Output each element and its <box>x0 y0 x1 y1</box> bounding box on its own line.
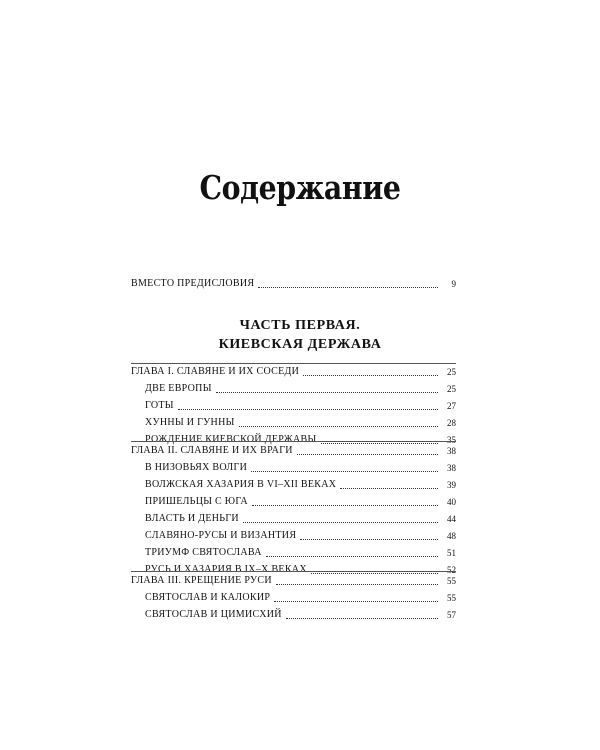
toc-chapter-2 <box>131 443 456 457</box>
dot-leader <box>274 601 438 602</box>
section-page: 27 <box>447 401 456 411</box>
chapter-divider <box>131 571 456 572</box>
dot-leader <box>297 454 438 455</box>
section-label: СВЯТОСЛАВ И КАЛОКИР <box>145 592 271 603</box>
toc-section <box>145 460 456 474</box>
section-label: ПРИШЕЛЬЦЫ С ЮГА <box>145 496 248 507</box>
toc-section <box>145 398 456 412</box>
chapter-label: ГЛАВА III. КРЕЩЕНИЕ РУСИ <box>131 575 272 586</box>
toc-section <box>145 590 456 604</box>
section-label: СВЯТОСЛАВ И ЦИМИСХИЙ <box>145 609 282 620</box>
section-page: 57 <box>447 610 456 620</box>
dot-leader <box>266 556 438 557</box>
toc-section <box>145 528 456 542</box>
section-label: ВОЛЖСКАЯ ХАЗАРИЯ В VI–XII ВЕКАХ <box>145 479 337 490</box>
toc-entry-intro <box>131 276 456 290</box>
dot-leader <box>303 375 438 376</box>
section-label: РУСЬ И ХАЗАРИЯ В IX–X ВЕКАХ <box>145 564 307 575</box>
toc-chapter-1 <box>131 364 456 378</box>
toc-section <box>145 477 456 491</box>
chapter-page: 25 <box>447 367 456 377</box>
dot-leader <box>276 584 438 585</box>
dot-leader <box>251 471 438 472</box>
section-label: ГОТЫ <box>145 400 174 411</box>
section-label: РОЖДЕНИЕ КИЕВСКОЙ ДЕРЖАВЫ <box>145 434 317 445</box>
chapter-label: ГЛАВА II. СЛАВЯНЕ И ИХ ВРАГИ <box>131 445 293 456</box>
dot-leader <box>216 392 438 393</box>
chapter-page: 55 <box>447 576 456 586</box>
section-page: 28 <box>447 418 456 428</box>
toc-entry-page: 9 <box>451 279 456 289</box>
section-page: 44 <box>447 514 456 524</box>
dot-leader <box>239 426 438 427</box>
chapter-page: 38 <box>447 446 456 456</box>
dot-leader <box>243 522 438 523</box>
dot-leader <box>252 505 438 506</box>
section-page: 48 <box>447 531 456 541</box>
toc-section <box>145 607 456 621</box>
part-heading-line2: КИЕВСКАЯ ДЕРЖАВА <box>218 337 382 352</box>
toc-section <box>145 511 456 525</box>
section-label: ВЛАСТЬ И ДЕНЬГИ <box>145 513 239 524</box>
toc-section <box>145 545 456 559</box>
section-label: СЛАВЯНО-РУСЫ И ВИЗАНТИЯ <box>145 530 297 541</box>
toc-section <box>145 494 456 508</box>
section-page: 39 <box>447 480 456 490</box>
dot-leader <box>340 488 438 489</box>
chapter-divider <box>131 441 456 442</box>
dot-leader <box>258 287 438 288</box>
chapter-label: ГЛАВА I. СЛАВЯНЕ И ИХ СОСЕДИ <box>131 366 300 377</box>
toc-chapter-3 <box>131 573 456 587</box>
section-page: 35 <box>447 435 456 445</box>
section-label: ТРИУМФ СВЯТОСЛАВА <box>145 547 262 558</box>
part-heading-line1: ЧАСТЬ ПЕРВАЯ. <box>239 318 361 333</box>
dot-leader <box>286 618 438 619</box>
section-label: В НИЗОВЬЯХ ВОЛГИ <box>145 462 248 473</box>
section-label: ХУННЫ И ГУННЫ <box>145 417 235 428</box>
section-page: 40 <box>447 497 456 507</box>
section-page: 55 <box>447 593 456 603</box>
dot-leader <box>178 409 438 410</box>
section-page: 38 <box>447 463 456 473</box>
section-page: 25 <box>447 384 456 394</box>
page-title: Содержание <box>199 168 401 207</box>
section-page: 51 <box>447 548 456 558</box>
dot-leader <box>300 539 438 540</box>
toc-section <box>145 415 456 429</box>
section-label: ДВЕ ЕВРОПЫ <box>145 383 212 394</box>
toc-entry-label: ВМЕСТО ПРЕДИСЛОВИЯ <box>131 278 255 289</box>
section-page: 52 <box>447 565 456 575</box>
toc-section <box>145 381 456 395</box>
